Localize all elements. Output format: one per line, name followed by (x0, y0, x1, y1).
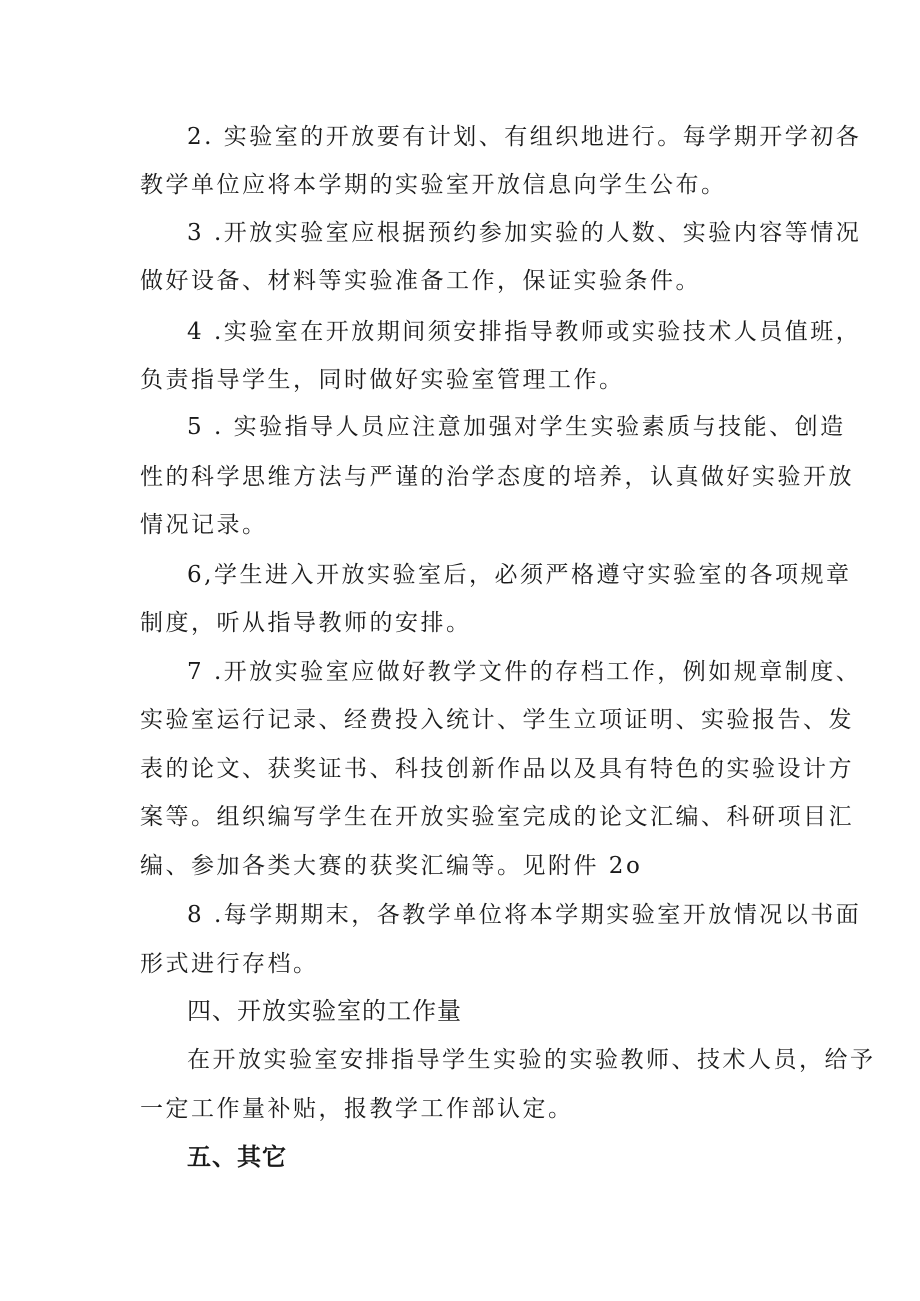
item-6-line-1: 6,学生进入开放实验室后，必须严格遵守实验室的各项规章 (187, 562, 852, 588)
section-4-line-2: 一定工作量补贴，报教学工作部认定。 (140, 1096, 574, 1122)
item-7-line-1: 7 .开放实验室应做好教学文件的存档工作，例如规章制度、 (187, 659, 862, 685)
item-4-line-2: 负责指导学生，同时做好实验室管理工作。 (140, 367, 625, 393)
item-2-line-1: 2. 实验室的开放要有计划、有组织地进行。每学期开学初各 (187, 124, 862, 150)
item-7-line-5: 编、参加各类大赛的获奖汇编等。见附件 2o (140, 853, 643, 879)
item-7-line-3: 表的论文、获奖证书、科技创新作品以及具有特色的实验设计方 (140, 756, 854, 782)
item-4-line-1: 4 .实验室在开放期间须安排指导教师或实验技术人员值班， (187, 319, 862, 345)
item-7-line-2: 实验室运行记录、经费投入统计、学生立项证明、实验报告、发 (140, 707, 854, 733)
item-5-line-3: 情况记录。 (140, 512, 268, 538)
section-5-heading: 五、其它 (187, 1143, 287, 1171)
item-5-line-1: 5 . 实验指导人员应注意加强对学生实验素质与技能、创造 (187, 414, 846, 440)
item-6-line-2: 制度，听从指导教师的安排。 (140, 610, 472, 636)
item-5-line-2: 性的科学思维方法与严谨的治学态度的培养，认真做好实验开放 (140, 464, 854, 490)
section-4-line-1: 在开放实验室安排指导学生实验的实验教师、技术人员，给予 (187, 1047, 876, 1073)
item-8-line-1: 8 .每学期期末，各教学单位将本学期实验室开放情况以书面 (187, 902, 862, 928)
item-3-line-2: 做好设备、材料等实验准备工作，保证实验条件。 (140, 268, 701, 294)
item-3-line-1: 3 .开放实验室应根据预约参加实验的人数、实验内容等情况 (187, 220, 862, 246)
item-7-line-4: 案等。组织编写学生在开放实验室完成的论文汇编、科研项目汇 (140, 804, 854, 830)
section-4-heading: 四、开放实验室的工作量 (187, 997, 462, 1025)
item-8-line-2: 形式进行存档。 (140, 951, 319, 977)
item-2-line-2: 教学单位应将本学期的实验室开放信息向学生公布。 (140, 172, 727, 198)
